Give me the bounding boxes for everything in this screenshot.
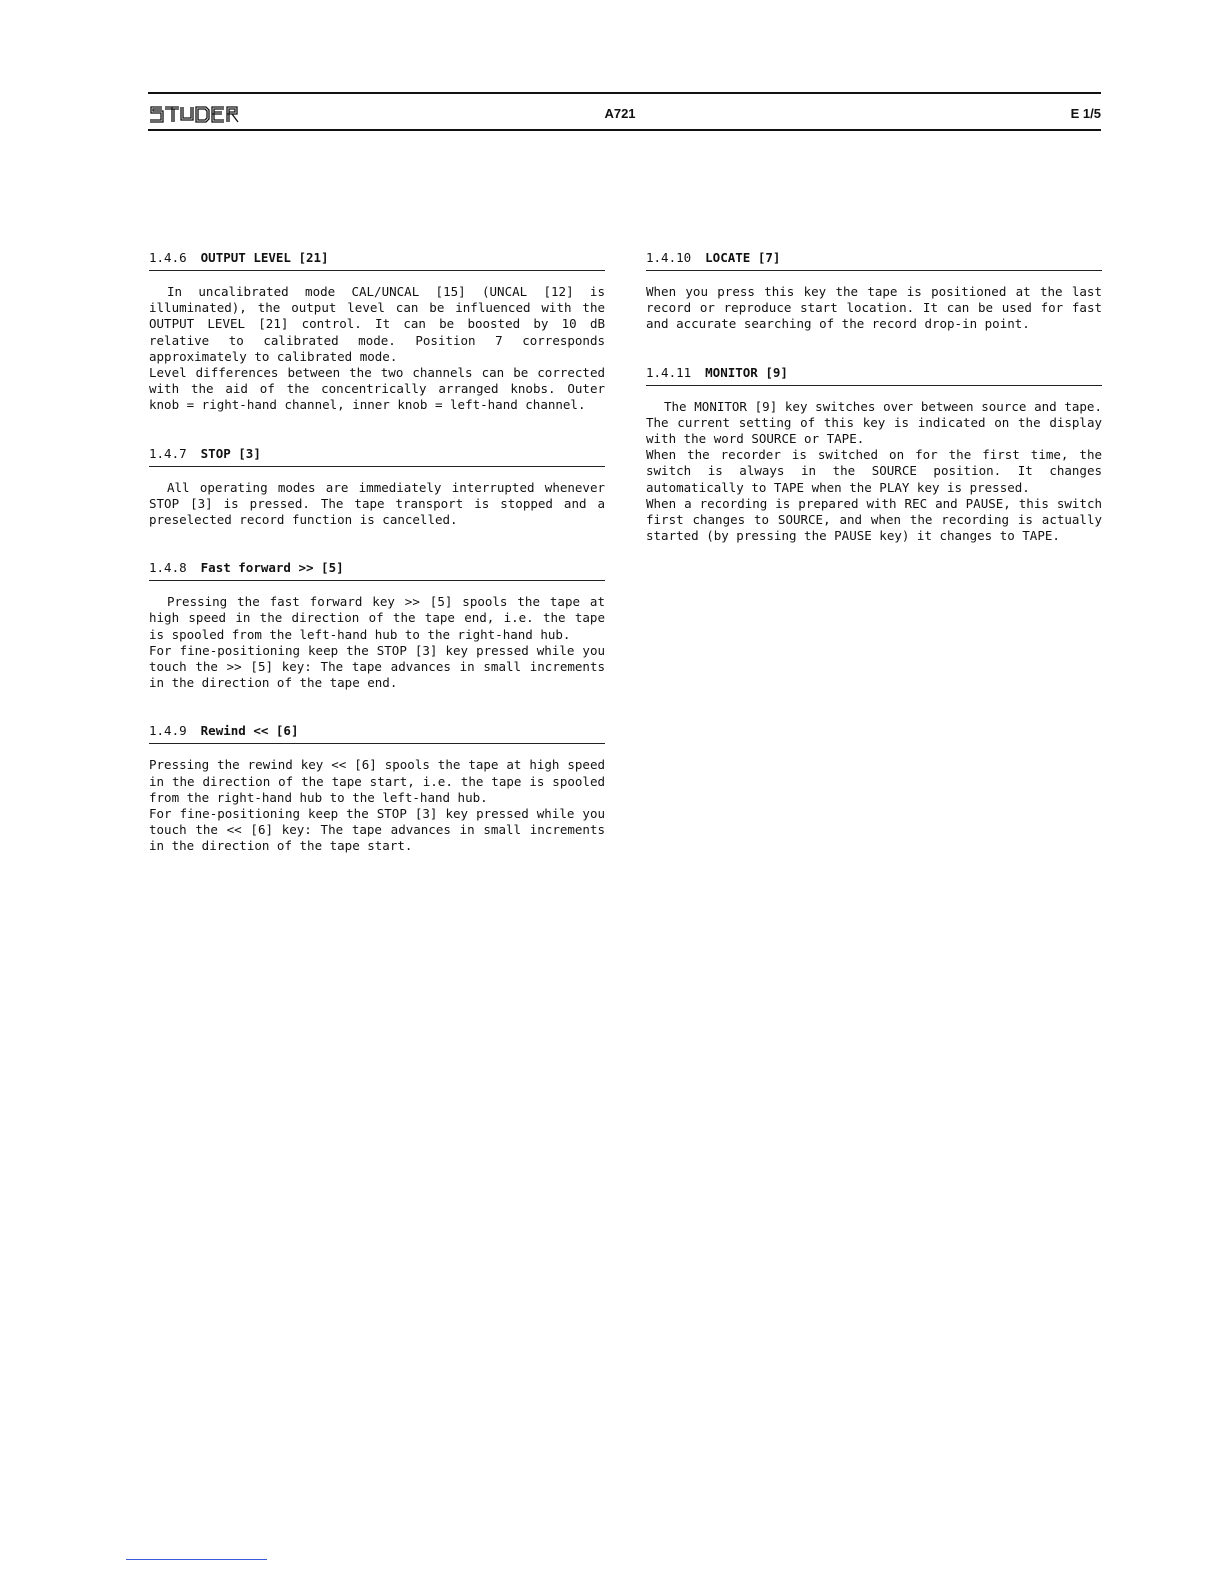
paragraph: In uncalibrated mode CAL/UNCAL [15] (UNCAL [12] is illuminated), the output level can be influenced with the OUTPUT LEVEL [21] control. It can be boosted by 10 dB relative to calibrated mode. Position 7 corresponds approximately to calibrated mode.: [149, 284, 605, 364]
paragraph: When the recorder is switched on for the first time, the switch is always in the SOURCE position. It changes automatically to TAPE when the PLAY key is pressed.: [646, 447, 1102, 495]
section-monitor: [646, 365, 1102, 545]
section-number: 1.4.11: [646, 364, 692, 380]
right-column: [646, 250, 1102, 576]
section-number: 1.4.7: [149, 445, 187, 461]
section-body: [646, 399, 1102, 545]
section-locate: [646, 250, 1102, 333]
section-number: 1.4.8: [149, 560, 187, 576]
section-number: 1.4.6: [149, 250, 187, 265]
section-body: [646, 284, 1102, 333]
section-heading: [149, 723, 605, 744]
studer-logo: [148, 104, 240, 124]
section-body: [149, 594, 605, 691]
section-title: MONITOR [9]: [705, 364, 788, 380]
left-column: [149, 250, 605, 887]
paragraph: When a recording is prepared with REC and PAUSE, this switch first changes to SOURCE, and when the recording is actually started (by pressing the PAUSE key) it changes to TAPE.: [646, 495, 1102, 544]
page-number: E 1/5: [1070, 106, 1101, 121]
section-fast-forward: [149, 560, 605, 691]
section-heading: [646, 365, 1102, 386]
paragraph: When you press this key the tape is positioned at the last record or reproduce start location. It can be used for fast and accurate searching of the record drop-in point.: [646, 284, 1102, 332]
section-rewind: [149, 723, 605, 854]
paragraph: Pressing the rewind key << [6] spools the tape at high speed in the direction of the tape start, i.e. the tape is spooled from the right-hand hub to the left-hand hub.: [149, 757, 605, 805]
svg-text:STUDER: STUDER: [148, 104, 152, 105]
section-heading: [646, 250, 1102, 271]
header-rule-bottom: [148, 129, 1101, 131]
paragraph: The MONITOR [9] key switches over between source and tape. The current setting of this key is indicated on the display with the word SOURCE or TAPE.: [646, 398, 1102, 447]
section-number: 1.4.9: [149, 723, 187, 739]
section-heading: [149, 560, 605, 581]
section-body: [149, 757, 605, 854]
section-heading: [149, 250, 605, 271]
section-heading: [149, 446, 605, 467]
paragraph: For fine-positioning keep the STOP [3] key pressed while you touch the << [6] key: The tape advances in small increments in the direction of the tape start.: [149, 806, 605, 854]
paragraph: Level differences between the two channels can be corrected with the aid of the concentrically arranged knobs. Outer knob = right-hand channel, inner knob = left-hand channel.: [149, 365, 605, 413]
section-number: 1.4.10: [646, 250, 692, 265]
header-rule-top: [148, 92, 1101, 94]
section-title: STOP [3]: [200, 445, 261, 461]
section-title: OUTPUT LEVEL [21]: [200, 250, 329, 265]
model-number: A721: [604, 106, 636, 121]
footer-rule: [126, 1559, 267, 1560]
paragraph: Pressing the fast forward key >> [5] spools the tape at high speed in the direction of the tape end, i.e. the tape is spooled from the left-hand hub to the right-hand hub.: [149, 594, 605, 642]
section-body: [149, 480, 605, 529]
section-body: [149, 284, 605, 414]
section-output-level: [149, 250, 605, 414]
section-stop: [149, 446, 605, 529]
section-title: Rewind << [6]: [200, 723, 299, 739]
paragraph: For fine-positioning keep the STOP [3] key pressed while you touch the >> [5] key: The tape advances in small increments in the direction of the tape end.: [149, 642, 605, 691]
section-title: Fast forward >> [5]: [200, 560, 344, 576]
paragraph: All operating modes are immediately interrupted whenever STOP [3] is pressed. The tape transport is stopped and a preselected record function is cancelled.: [149, 479, 605, 528]
section-title: LOCATE [7]: [705, 250, 781, 265]
